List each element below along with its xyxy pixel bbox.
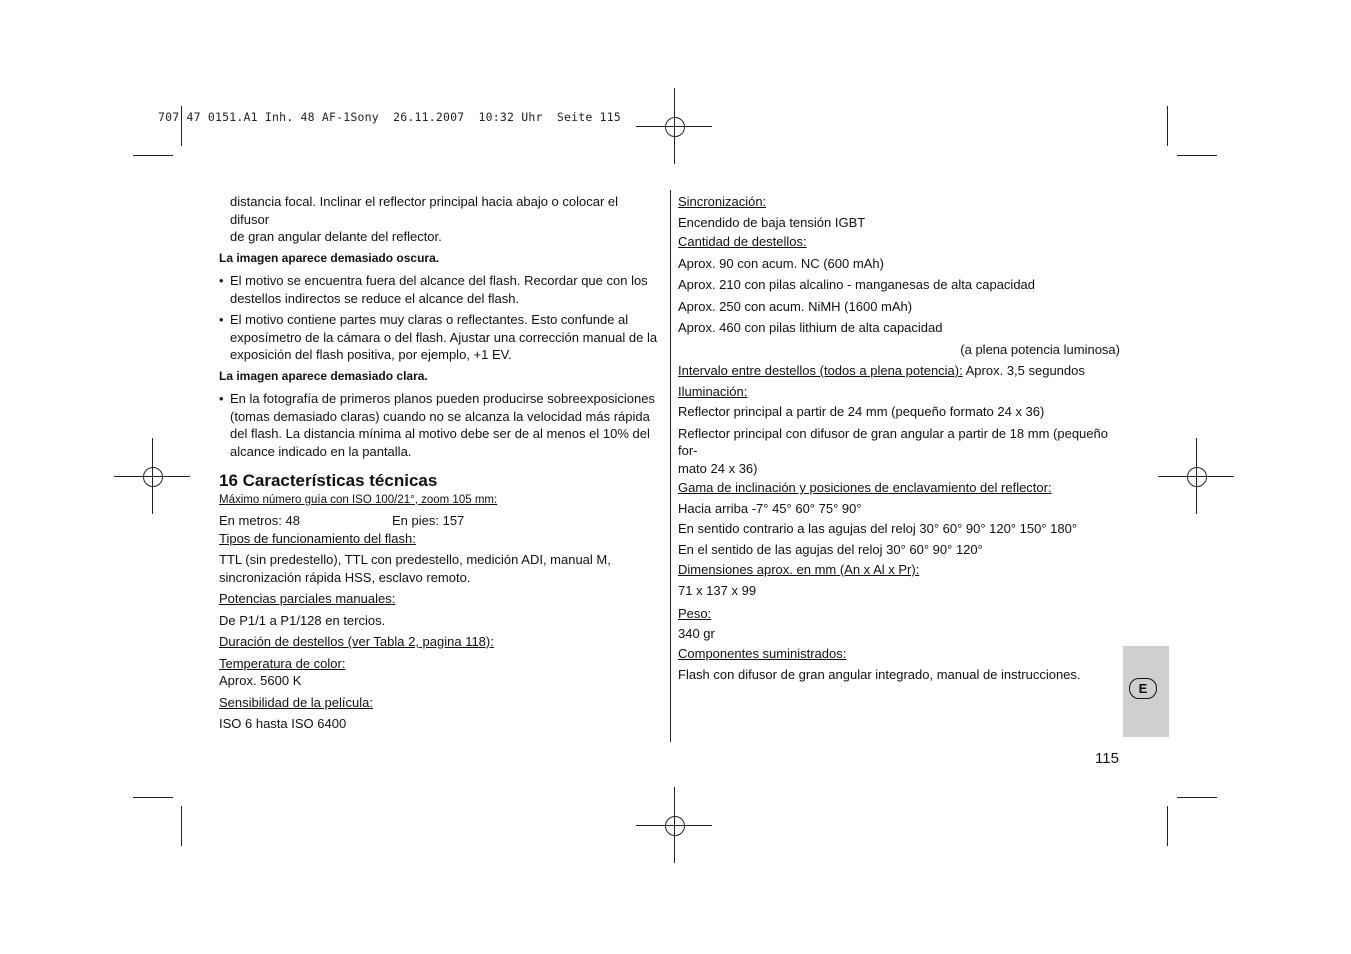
column-divider — [670, 190, 671, 742]
color-temp-value: Aprox. 5600 K — [219, 673, 302, 688]
crop-mark — [1167, 106, 1168, 146]
crop-mark — [133, 797, 173, 798]
crop-mark — [181, 806, 182, 846]
sync-value: Encendido de baja tensión IGBT — [678, 214, 866, 230]
illumination-item: Reflector principal a partir de 24 mm (pequeño formato 24 x 36) — [678, 404, 1045, 419]
weight-value: 340 gr — [678, 625, 715, 641]
list-item: • En la fotografía de primeros planos pueden producirse sobreexposiciones (tomas demasiado claras) cuando no se alcanza la velocidad más rápida del flash. La distancia mínima al motivo debe ser de al menos el 10% del alcance indicado en la pantalla. — [219, 391, 655, 459]
crop-mark — [1177, 155, 1217, 156]
guide-number-label: Máximo número guía con ISO 100/21°, zoom 105 mm: — [219, 493, 498, 506]
weight-label: Peso: — [678, 606, 712, 621]
color-temp-label: Temperatura de color: — [219, 655, 346, 671]
dimensions-label: Dimensiones aprox. en mm (An x Al x Pr): — [678, 562, 920, 577]
interval-line: Intervalo entre destellos (todos a plena potencia): Aprox. 3,5 segundos — [678, 363, 1085, 378]
modes-value: TTL (sin predestello), TTL con predestello, medición ADI, manual M, sincronización rápida HSS, esclavo remoto. — [219, 552, 611, 585]
right-column — [678, 193, 1123, 683]
flash-count-item: Aprox. 210 con pilas alcalino - manganesas de alta capacidad — [678, 277, 1036, 292]
components-value: Flash con difusor de gran angular integrado, manual de instrucciones. — [678, 666, 1081, 682]
crop-mark — [1177, 797, 1217, 798]
registration-mark-bottom — [636, 787, 712, 863]
page-number: 115 — [1095, 750, 1119, 767]
left-column — [219, 193, 659, 733]
modes-label: Tipos de funcionamiento del flash: — [219, 530, 416, 546]
duration-label: Duración de destellos (ver Tabla 2, pagina 118): — [219, 634, 494, 649]
dimensions-value: 71 x 137 x 99 — [678, 582, 757, 598]
flash-count-item: Aprox. 250 con acum. NiMH (1600 mAh) — [678, 298, 913, 314]
illumination-item: Reflector principal con difusor de gran angular a partir de 18 mm (pequeño for- mato 24 x 36) — [678, 425, 1108, 476]
partial-power-value: De P1/1 a P1/128 en tercios. — [219, 612, 386, 628]
registration-mark-right — [1158, 438, 1234, 514]
crop-mark — [1167, 806, 1168, 846]
flash-count-item: Aprox. 90 con acum. NC (600 mAh) — [678, 255, 884, 271]
tilt-item: En el sentido de las agujas del reloj 30° 60° 90° 120° — [678, 541, 983, 557]
flash-count-label: Cantidad de destellos: — [678, 234, 807, 249]
guide-number-values: En metros: 48 En pies: 157 — [219, 513, 465, 528]
illumination-label: Iluminación: — [678, 383, 748, 399]
film-speed-label: Sensibilidad de la película: — [219, 694, 373, 710]
components-label: Componentes suministrados: — [678, 646, 847, 661]
list-item: • El motivo contiene partes muy claras o reflectantes. Esto confunde al exposímetro de la cámara o del flash. Ajustar una corrección manual de la exposición del flash positiva, por ejemplo, +1 EV. — [219, 312, 658, 362]
print-header: 707 47 0151.A1 Inh. 48 AF-1Sony 26.11.2007 10:32 Uhr Seite 115 — [158, 110, 622, 124]
tilt-item: Hacia arriba -7° 45° 60° 75° 90° — [678, 500, 862, 516]
flash-count-item: Aprox. 460 con pilas lithium de alta capacidad — [678, 320, 943, 335]
list-item: • El motivo se encuentra fuera del alcance del flash. Recordar que con los destellos indirectos se reduce el alcance del flash. — [219, 273, 648, 306]
sync-label: Sincronización: — [678, 194, 767, 209]
tilt-label: Gama de inclinación y posiciones de enclavamiento del reflector: — [678, 480, 1052, 495]
section-title: 16 Características técnicas — [219, 471, 438, 490]
registration-mark-left — [114, 438, 190, 514]
flash-count-note: (a plena potencia luminosa) — [960, 341, 1120, 357]
heading-light: La imagen aparece demasiado clara. — [219, 368, 428, 383]
partial-power-label: Potencias parciales manuales: — [219, 591, 396, 606]
continued-text: distancia focal. Inclinar el reflector principal hacia abajo o colocar el difusor de gran angular delante del reflector. — [230, 194, 619, 244]
language-badge: E — [1129, 678, 1157, 699]
tilt-item: En sentido contrario a las agujas del reloj 30° 60° 90° 120° 150° 180° — [678, 521, 1078, 536]
heading-dark: La imagen aparece demasiado oscura. — [219, 250, 440, 265]
registration-mark-top — [636, 88, 712, 164]
film-speed-value: ISO 6 hasta ISO 6400 — [219, 716, 347, 731]
crop-mark — [133, 155, 173, 156]
